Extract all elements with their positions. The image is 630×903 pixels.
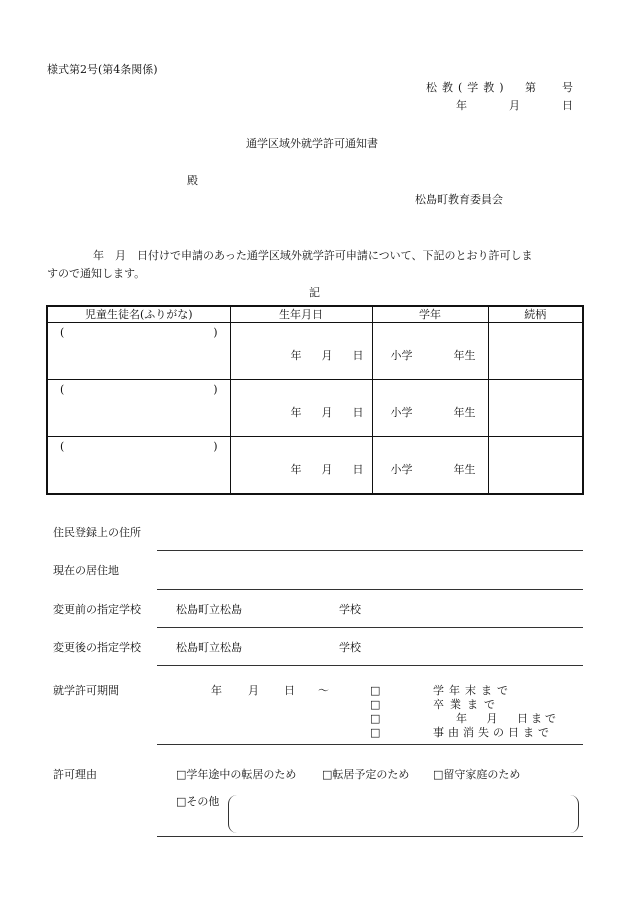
grade-cell[interactable] — [372, 323, 488, 380]
reason-other[interactable]: □その他 — [176, 795, 220, 808]
grade-cell[interactable] — [372, 437, 488, 495]
issuer-name: 松島町教育委員会 — [415, 193, 503, 206]
before-school-label: 変更前の指定学校 — [53, 603, 141, 616]
paren-open: ( — [60, 440, 65, 453]
student-name-cell[interactable] — [47, 323, 230, 380]
reason-option-1[interactable]: □学年途中の転居のため — [176, 768, 297, 781]
after-school-line[interactable] — [157, 665, 583, 666]
period-checkbox-3[interactable]: □ — [370, 712, 381, 725]
birthdate-cell[interactable] — [230, 323, 372, 380]
after-school-prefix: 松島町立松島 — [176, 641, 242, 654]
issue-date-day: 日 — [562, 99, 573, 112]
reason-label: 許可理由 — [53, 768, 97, 781]
school-level: 小学 — [390, 406, 413, 419]
paren-close: ) — [213, 326, 218, 339]
reason-line — [157, 836, 583, 837]
address-label: 住民登録上の住所 — [53, 526, 141, 539]
page-title: 通学区域外就学許可通知書 — [246, 137, 378, 150]
table-row — [47, 323, 583, 380]
reason-option-3[interactable]: □留守家庭のため — [433, 768, 521, 781]
header-relation: 続柄 — [488, 306, 583, 323]
period-checkbox-1[interactable]: □ — [370, 684, 381, 697]
paren-close: ) — [213, 440, 218, 453]
students-header-row — [47, 306, 583, 323]
birth-year: 年 — [290, 406, 302, 419]
header-birthdate: 生年月日 — [230, 306, 372, 323]
table-row — [47, 437, 583, 495]
birth-year: 年 — [290, 349, 302, 362]
period-tilde: ～ — [318, 684, 329, 697]
header-grade: 学年 — [372, 306, 488, 323]
students-table — [46, 305, 584, 495]
residence-label: 現在の居住地 — [53, 564, 119, 577]
before-school-suffix: 学校 — [339, 603, 361, 616]
grade-suffix: 年生 — [453, 406, 476, 419]
form-number: 様式第2号(第4条関係) — [47, 63, 158, 76]
doc-ref-go: 号 — [562, 81, 573, 94]
period-label: 就学許可期間 — [53, 684, 119, 697]
issue-date-month: 月 — [509, 99, 520, 112]
relation-cell[interactable] — [488, 437, 583, 495]
birth-year: 年 — [290, 463, 302, 476]
student-name-cell[interactable] — [47, 437, 230, 495]
addressee-suffix: 殿 — [187, 174, 198, 187]
school-level: 小学 — [390, 349, 413, 362]
after-school-label: 変更後の指定学校 — [53, 641, 141, 654]
reason-option-2[interactable]: □転居予定のため — [322, 768, 410, 781]
ki-heading: 記 — [309, 286, 320, 299]
grade-suffix: 年生 — [453, 463, 476, 476]
birth-month: 月 — [321, 463, 333, 476]
reason-other-box[interactable] — [228, 795, 579, 833]
period-line — [157, 744, 583, 745]
body-text-line2: すので通知します。 — [47, 267, 146, 280]
period-checkbox-4[interactable]: □ — [370, 726, 381, 739]
address-line[interactable] — [157, 550, 583, 551]
birth-day: 日 — [352, 406, 364, 419]
birthdate-cell[interactable] — [230, 380, 372, 437]
period-option-3: 年 月 日まで — [456, 712, 559, 725]
period-day: 日 — [284, 684, 295, 697]
birth-month: 月 — [321, 406, 333, 419]
period-year: 年 — [211, 684, 222, 697]
before-school-line[interactable] — [157, 627, 583, 628]
student-name-cell[interactable] — [47, 380, 230, 437]
table-row — [47, 380, 583, 437]
before-school-prefix: 松島町立松島 — [176, 603, 242, 616]
paren-close: ) — [213, 383, 218, 396]
paren-open: ( — [60, 383, 65, 396]
after-school-suffix: 学校 — [339, 641, 361, 654]
grade-suffix: 年生 — [453, 349, 476, 362]
header-student-name: 児童生徒名(ふりがな) — [47, 306, 230, 323]
period-option-2: 卒業まで — [433, 698, 501, 711]
residence-line[interactable] — [157, 589, 583, 590]
period-month: 月 — [248, 684, 259, 697]
paren-open: ( — [60, 326, 65, 339]
doc-ref-prefix: 松教(学教) — [426, 81, 509, 94]
birth-month: 月 — [321, 349, 333, 362]
birth-day: 日 — [352, 463, 364, 476]
period-option-4: 事由消失の日まで — [433, 726, 553, 739]
birth-day: 日 — [352, 349, 364, 362]
relation-cell[interactable] — [488, 380, 583, 437]
doc-ref-dai: 第 — [525, 81, 536, 94]
period-checkbox-2[interactable]: □ — [370, 698, 381, 711]
relation-cell[interactable] — [488, 323, 583, 380]
issue-date-year: 年 — [456, 99, 467, 112]
grade-cell[interactable] — [372, 380, 488, 437]
body-text-line1: 年 月 日付けで申請のあった通学区域外就学許可申請について、下記のとおり許可しま — [93, 249, 533, 262]
school-level: 小学 — [390, 463, 413, 476]
birthdate-cell[interactable] — [230, 437, 372, 495]
period-option-1: 学年末まで — [433, 684, 513, 697]
